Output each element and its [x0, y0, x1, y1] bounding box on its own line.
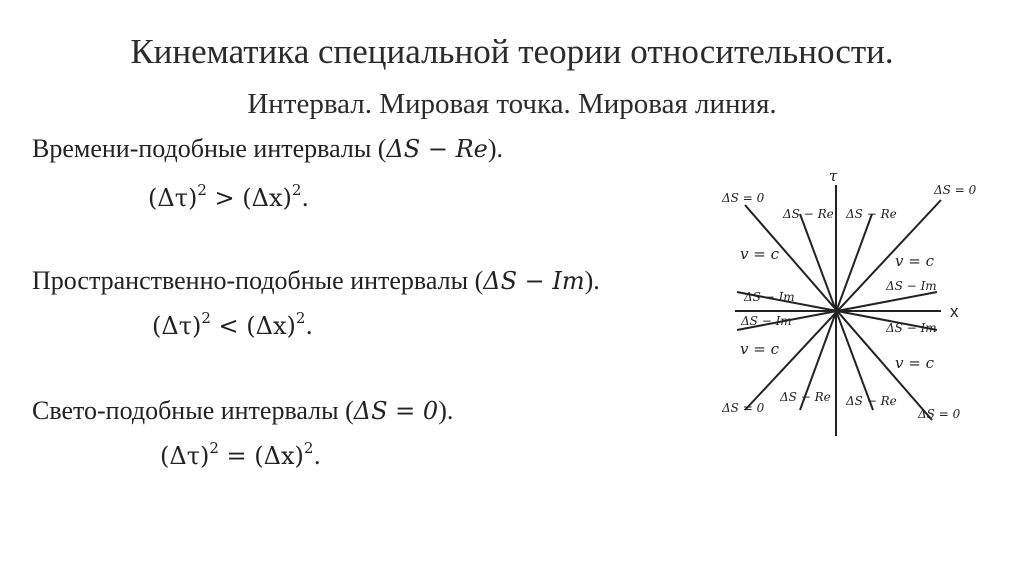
ds0-top-left: ΔS = 0: [722, 191, 765, 205]
lightlike-math: ΔS = 0: [353, 397, 439, 425]
vc-top-right: v = c: [895, 252, 934, 270]
light-line-rising: [745, 200, 941, 410]
spacelike-heading: Пространственно-подобные интервалы (ΔS − Im).: [32, 266, 600, 295]
im-right-lower: ΔS − Im: [886, 321, 937, 335]
slide-title: Кинематика специальной теории относительности.: [130, 32, 894, 71]
vc-bottom-right: v = c: [895, 354, 934, 372]
re-bottom-right: ΔS − Re: [846, 394, 897, 408]
im-right-upper: ΔS − Im: [886, 279, 937, 293]
ds0-bottom-right: ΔS = 0: [918, 407, 961, 421]
im-left-lower: ΔS − Im: [741, 314, 792, 328]
timelike-math: ΔS − Re: [386, 135, 488, 163]
light-line-falling: [745, 205, 932, 420]
ds0-top-right: ΔS = 0: [934, 183, 977, 197]
re-top-right: ΔS − Re: [846, 207, 897, 221]
x-axis-label: x: [950, 302, 959, 321]
tau-axis-label: τ: [829, 167, 838, 185]
spacelike-equation: $(\Delta\tau)^2 < (\Delta x)^2$.: [152, 309, 314, 340]
ds0-bottom-left: ΔS = 0: [722, 401, 765, 415]
timelike-equation: $(\Delta\tau)^2 > (\Delta x)^2$.: [148, 181, 310, 212]
timelike-heading: Времени-подобные интервалы (ΔS − Re).: [32, 134, 504, 163]
lightlike-equation: $(\Delta\tau)^2 = (\Delta x)^2$.: [160, 439, 322, 470]
spacelike-math: ΔS − Im: [483, 267, 585, 295]
slide-subtitle: Интервал. Мировая точка. Мировая линия.: [247, 88, 777, 120]
vc-bottom-left: v = c: [740, 340, 779, 358]
im-left-upper: ΔS − Im: [744, 290, 795, 304]
lightlike-heading: Свето-подобные интервалы (ΔS = 0).: [32, 396, 454, 425]
vc-top-left: v = c: [740, 245, 779, 263]
re-bottom-left: ΔS − Re: [780, 390, 831, 404]
re-top-left: ΔS − Re: [783, 207, 834, 221]
